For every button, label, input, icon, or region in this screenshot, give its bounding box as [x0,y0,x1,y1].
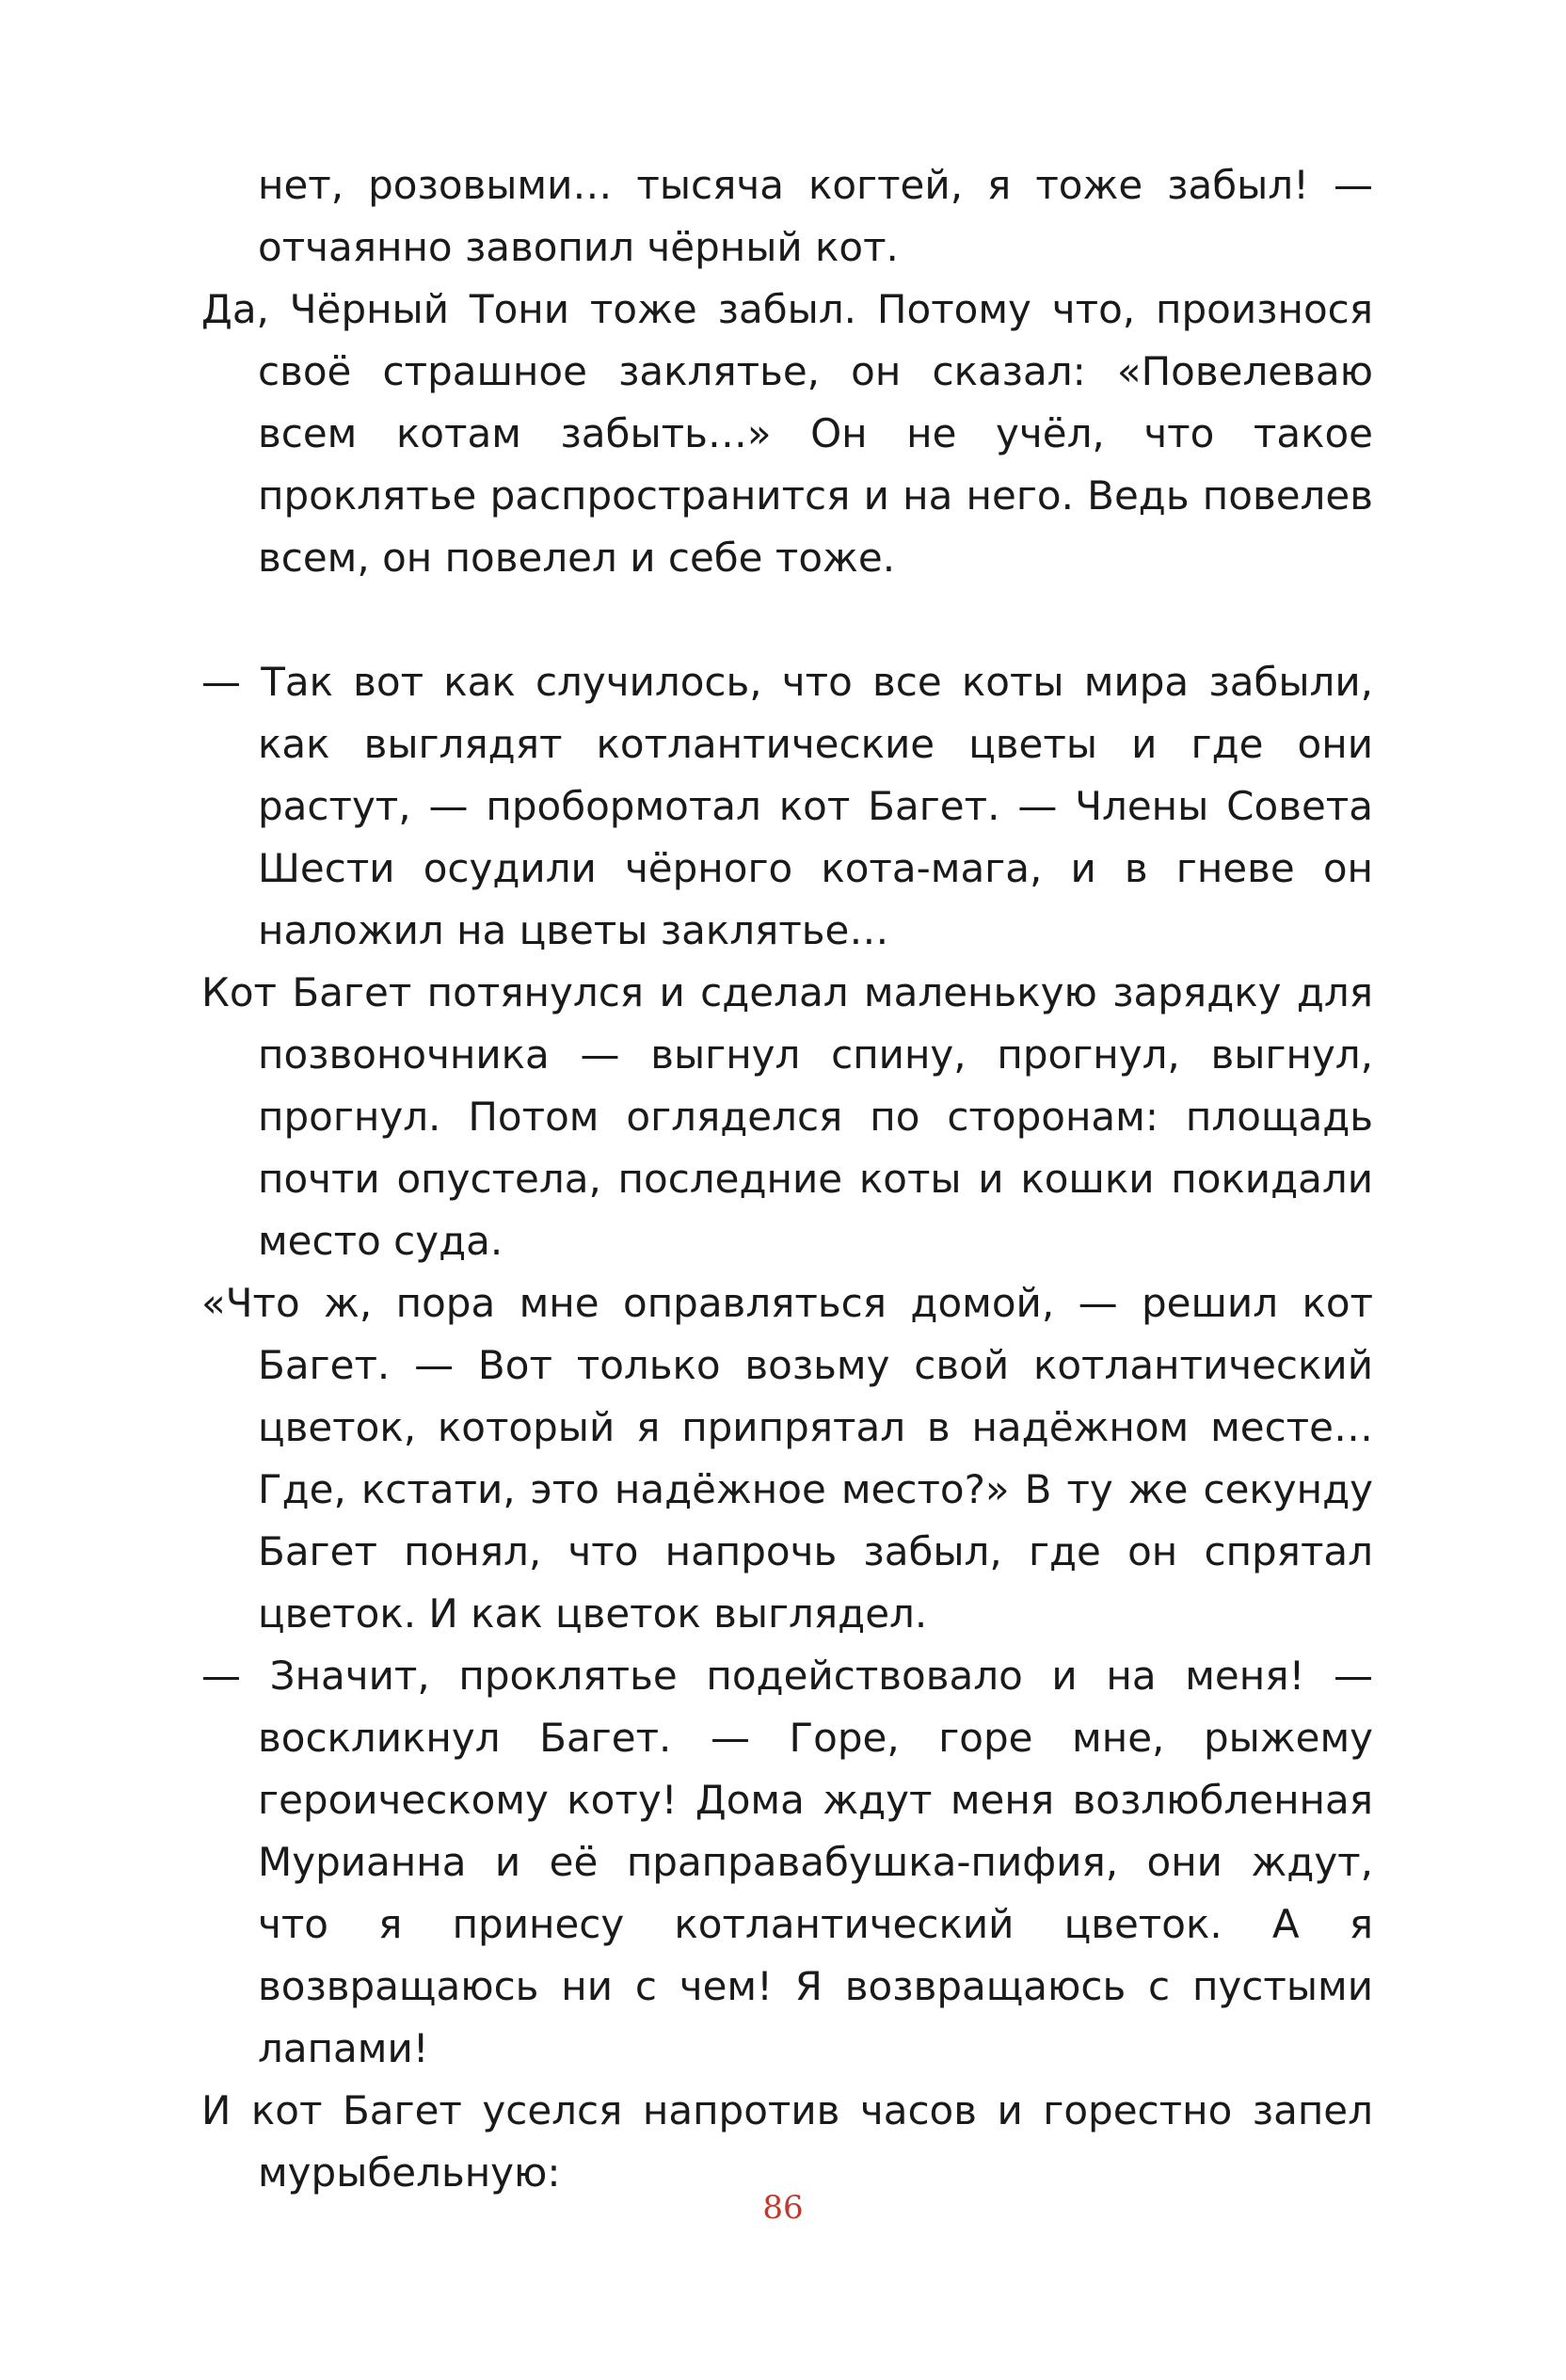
paragraph-baget-exclaims: — Значит, проклятье подействовало и на меня! — воскликнул Багет. — Горе, горе мне, рыжему героическому коту! Дома ждут меня возлюбленная Мурианна и её праправабушка-пифия, они ждут, что я принесу котлантический цветок. А я возвращаюсь ни с чем! Я возвращаюсь с пустыми лапами! [201,1653,1373,2071]
section-break [201,589,1373,651]
body-text [201,154,1373,2204]
paragraph-baget-stretches: Кот Багет потянулся и сделал маленькую зарядку для позвоночника — выгнул спину, прогнул, выгнул, прогнул. Потом огляделся по сторонам: площадь почти опустела, последние коты и кошки покидали место суда. [201,969,1373,1264]
paragraph-continuation: нет, розовыми… тысяча когтей, я тоже забыл! — отчаянно завопил чёрный кот. [258,162,1373,270]
paragraph-tony-forgot: Да, Чёрный Тони тоже забыл. Потому что, произнося своё страшное заклятье, он сказал: «Повелеваю всем котам забыть…» Он не учёл, что такое проклятье распространится и на него. Ведь повелев всем, он повелел и себе тоже. [201,286,1373,581]
paragraph-baget-mutters: — Так вот как случилось, что все коты мира забыли, как выглядят котлантические цветы и где они растут, — пробормотал кот Багет. — Члены Совета Шести осудили чёрного кота-мага, и в гневе он наложил на цветы заклятье… [201,659,1373,953]
paragraph-baget-sings: И кот Багет уселся напротив часов и горестно запел мурыбельную: [201,2087,1373,2196]
page-number: 86 [762,2189,804,2227]
paragraph-baget-thinks: «Что ж, пора мне оправляться домой, — решил кот Багет. — Вот только возьму свой котлантический цветок, который я припрятал в надёжном месте… Где, кстати, это надёжное место?» В ту же секунду Багет понял, что напрочь забыл, где он спрятал цветок. И как цветок выглядел. [201,1280,1373,1637]
